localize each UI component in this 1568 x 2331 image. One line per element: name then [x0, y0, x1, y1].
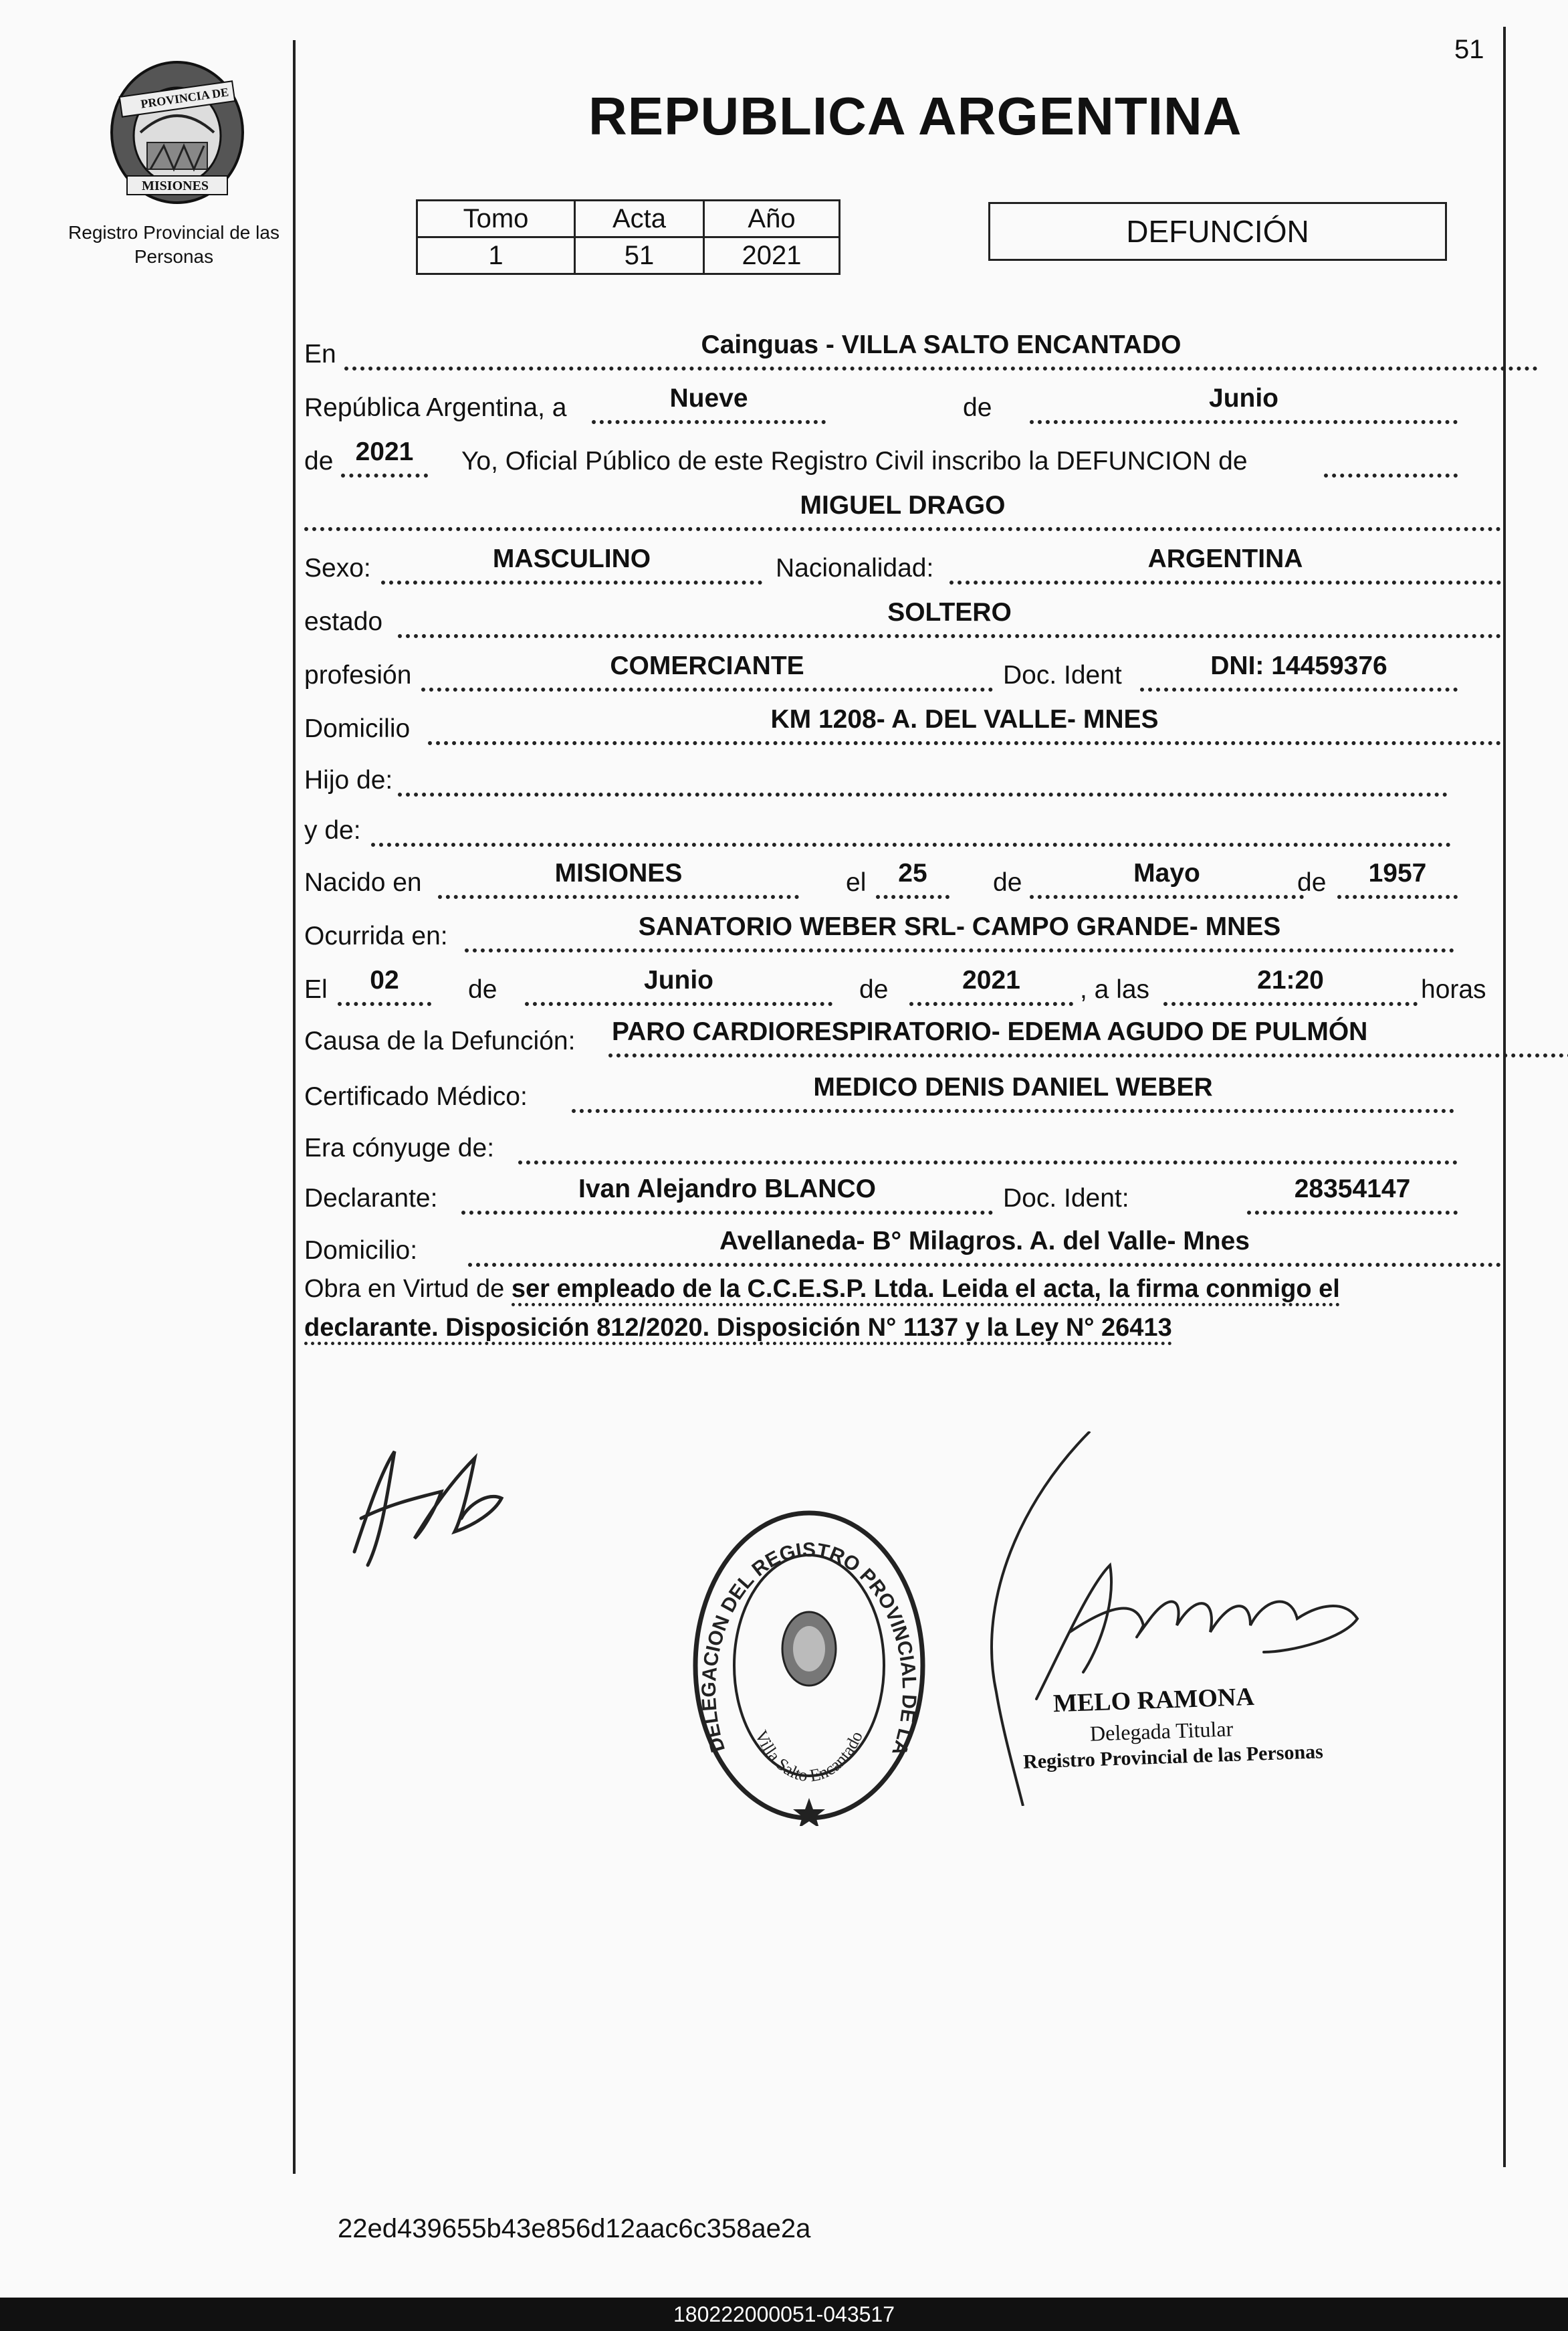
field-day-words	[592, 380, 826, 424]
record-value-row	[417, 237, 840, 274]
label-causa: Causa de la Defunción:	[304, 1027, 576, 1055]
record-table	[416, 199, 841, 275]
label-profesion: profesión	[304, 661, 412, 690]
label-nacido-en: Nacido en	[304, 868, 422, 897]
field-declarant-address	[468, 1223, 1501, 1267]
field-death-year	[909, 962, 1073, 1006]
value-declarant-address: Avellaneda- B° Milagros. A. del Valle- Mnes	[719, 1227, 1250, 1255]
acta-header: Acta	[575, 201, 704, 237]
label-declarante: Declarante:	[304, 1184, 438, 1213]
row-father	[304, 752, 1501, 799]
row-sex	[304, 540, 1501, 587]
seal-outer-text: DELEGACION DEL REGISTRO PROVINCIAL DE LA	[697, 1538, 921, 1758]
row-spouse	[304, 1120, 1501, 1167]
value-death-month: Junio	[644, 966, 713, 995]
province-logo	[100, 52, 254, 206]
field-deceased-name	[304, 487, 1501, 531]
logo-text-top: PROVINCIA DE	[140, 85, 230, 111]
label-obra: Obra en Virtud de	[304, 1275, 505, 1303]
row-year	[304, 433, 1501, 480]
field-year	[341, 433, 428, 478]
label-y-de: y de:	[304, 816, 361, 845]
left-margin-line	[293, 40, 296, 2174]
value-year: 2021	[355, 437, 414, 466]
svg-text:Villa Salto Encantado	[752, 1728, 867, 1786]
ano-header: Año	[704, 201, 840, 237]
row-birth	[304, 855, 1501, 902]
page-title: REPUBLICA ARGENTINA	[588, 86, 1242, 146]
value-occurred-in: SANATORIO WEBER SRL- CAMPO GRANDE- MNES	[638, 912, 1281, 941]
label-ocurrida-en: Ocurrida en:	[304, 922, 448, 950]
value-obra-line2: declarante. Disposición 812/2020. Disposición N° 1137 y la Ley N° 26413	[304, 1314, 1172, 1345]
field-birth-month	[1030, 855, 1304, 899]
declarant-signature	[341, 1431, 515, 1585]
row-profession	[304, 647, 1501, 694]
value-doc-id: DNI: 14459376	[1210, 651, 1387, 680]
label-conyuge: Era cónyuge de:	[304, 1134, 495, 1162]
value-nationality: ARGENTINA	[1147, 544, 1303, 573]
row-place	[304, 326, 1501, 373]
row-declarant-address	[304, 1223, 1501, 1270]
row-address	[304, 701, 1501, 748]
signatory-name: MELO RAMONA	[1052, 1682, 1255, 1718]
value-doctor: MEDICO DENIS DANIEL WEBER	[813, 1073, 1213, 1102]
row-cause	[304, 1013, 1501, 1060]
label-de-5: de	[468, 975, 497, 1004]
tomo-value: 1	[417, 237, 575, 274]
value-birth-place: MISIONES	[554, 859, 683, 888]
label-de-4: de	[1297, 868, 1327, 897]
label-horas: horas	[1421, 975, 1486, 1004]
label-de-6: de	[859, 975, 889, 1004]
label-de-2: de	[304, 447, 334, 476]
field-sex	[381, 540, 762, 585]
value-birth-year: 1957	[1368, 859, 1427, 888]
field-doctor	[572, 1069, 1454, 1113]
field-cause	[608, 1013, 1568, 1057]
label-inscribo: Yo, Oficial Público de este Registro Civil inscribo la DEFUNCION de	[461, 447, 1248, 476]
field-doc-id	[1140, 647, 1458, 692]
field-occurred-in	[465, 908, 1454, 952]
label-a-las: , a las	[1080, 975, 1150, 1004]
record-header-row	[417, 201, 840, 237]
field-birth-year	[1337, 855, 1458, 899]
field-birth-day	[876, 855, 949, 899]
label-domicilio-2: Domicilio:	[304, 1236, 418, 1265]
label-el-cap: El	[304, 975, 328, 1004]
row-date	[304, 380, 1501, 427]
label-doc-ident-2: Doc. Ident:	[1003, 1184, 1129, 1213]
row-mother	[304, 803, 1501, 849]
act-type-box: DEFUNCIÓN	[988, 202, 1447, 261]
field-birth-place	[438, 855, 799, 899]
value-deceased-name: MIGUEL DRAGO	[800, 491, 1006, 520]
value-cause: PARO CARDIORESPIRATORIO- EDEMA AGUDO DE PULMÓN	[612, 1017, 1368, 1046]
value-death-day: 02	[370, 966, 399, 995]
field-nationality	[949, 540, 1501, 585]
value-declarant: Ivan Alejandro BLANCO	[578, 1175, 876, 1203]
seal-inner-text: Villa Salto Encantado	[751, 1727, 867, 1786]
label-sexo: Sexo:	[304, 554, 371, 583]
signatory-role: Delegada Titular	[1089, 1716, 1234, 1746]
value-birth-day: 25	[898, 859, 927, 888]
value-death-year: 2021	[962, 966, 1020, 995]
legal-basis	[304, 1270, 1508, 1347]
value-declarant-doc: 28354147	[1294, 1175, 1411, 1203]
label-doc-ident: Doc. Ident	[1003, 661, 1122, 690]
field-address	[428, 701, 1501, 745]
label-nacionalidad: Nacionalidad:	[776, 554, 934, 583]
label-republica: República Argentina, a	[304, 393, 567, 422]
row-occurred	[304, 908, 1501, 955]
row-death-date	[304, 962, 1501, 1009]
value-day-words: Nueve	[669, 384, 748, 413]
row-name	[304, 487, 1501, 534]
field-place	[344, 326, 1538, 371]
document-hash: 22ed439655b43e856d12aac6c358ae2a	[338, 2214, 811, 2243]
page-number: 51	[1454, 35, 1484, 64]
logo-text-bottom: MISIONES	[142, 179, 209, 193]
value-profession: COMERCIANTE	[610, 651, 804, 680]
label-de-3: de	[993, 868, 1022, 897]
field-inscribo-tail	[1324, 433, 1458, 478]
field-death-day	[338, 962, 431, 1006]
field-month	[1030, 380, 1458, 424]
barcode-footer: 180222000051-043517	[0, 2298, 1568, 2331]
label-estado: estado	[304, 607, 383, 636]
field-profession	[421, 647, 993, 692]
ano-value: 2021	[704, 237, 840, 274]
field-declarant	[461, 1171, 993, 1215]
label-el: el	[846, 868, 867, 897]
value-death-time: 21:20	[1257, 966, 1324, 995]
field-declarant-doc	[1247, 1171, 1458, 1215]
value-month: Junio	[1209, 384, 1278, 413]
value-place: Cainguas - VILLA SALTO ENCANTADO	[701, 330, 1182, 359]
signatory-office: Registro Provincial de las Personas	[1022, 1740, 1324, 1773]
value-birth-month: Mayo	[1133, 859, 1200, 888]
value-sex: MASCULINO	[492, 544, 651, 573]
field-spouse	[518, 1120, 1458, 1164]
field-civil-status	[398, 594, 1501, 638]
value-obra-line1: ser empleado de la C.C.E.S.P. Ltda. Leida el acta, la firma conmigo el	[512, 1275, 1340, 1306]
field-mother	[371, 803, 1451, 847]
field-death-month	[525, 962, 832, 1006]
value-civil-status: SOLTERO	[887, 598, 1012, 627]
field-death-time	[1163, 962, 1418, 1006]
label-de-1: de	[963, 393, 992, 422]
acta-value: 51	[575, 237, 704, 274]
registry-name: Registro Provincial de las Personas	[68, 222, 279, 267]
field-father	[398, 752, 1448, 797]
label-hijo-de: Hijo de:	[304, 766, 393, 795]
label-en: En	[304, 340, 336, 369]
label-domicilio: Domicilio	[304, 714, 411, 743]
official-seal	[689, 1505, 929, 1826]
value-address: KM 1208- A. DEL VALLE- MNES	[770, 705, 1159, 734]
label-certificado: Certificado Médico:	[304, 1082, 528, 1111]
row-declarant	[304, 1171, 1501, 1217]
row-status	[304, 594, 1501, 641]
tomo-header: Tomo	[417, 201, 575, 237]
row-certificate	[304, 1069, 1501, 1116]
